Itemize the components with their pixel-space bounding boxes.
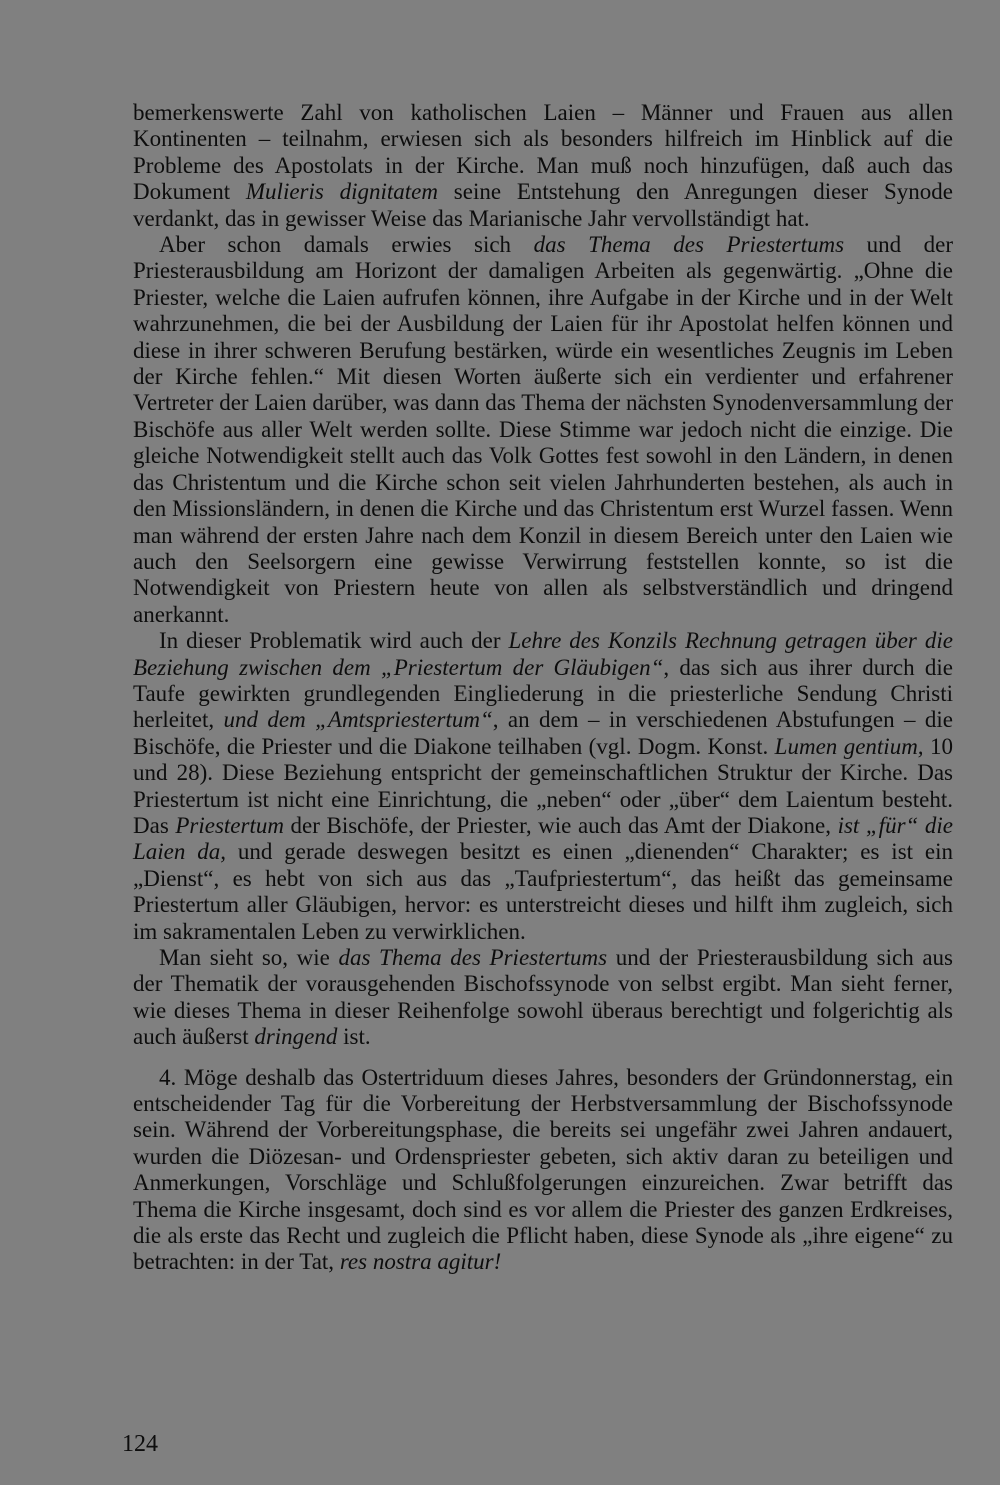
body-text-run: 10 und 28). Diese Beziehung entspricht der gemeinschaftlichen Struktur der Kirche. Das Priestertum ist nicht eine Einrichtung, die „neben“ oder „über“ dem Laientum besteht. Das	[133, 733, 953, 838]
body-text-run: Aber schon damals erwies sich	[159, 232, 534, 258]
body-text-run: Man sieht so, wie	[159, 945, 339, 970]
italic-text: ist „für“ die Laien da,	[133, 812, 953, 865]
italic-text: Lumen gentium,	[774, 733, 924, 759]
body-text-run: seine Entstehung den Anregungen dieser Synode verdankt, das in gewisser Weise das Marianische Jahr vervollständigt hat.	[133, 179, 953, 231]
paragraph-3	[133, 628, 953, 945]
italic-text: Lehre des Konzils Rechnung getragen über die Beziehung zwischen dem „Priestertum der Gläubigen“	[133, 628, 953, 680]
italic-text: dringend	[254, 1024, 338, 1050]
body-text-run: , das sich aus ihrer durch die Taufe gewirkten grundlegenden Eingliederung in die priesterliche Sendung Christi herleitet,	[133, 654, 953, 733]
paragraph-1	[133, 100, 953, 232]
body-text-run: 4. Möge deshalb das Ostertriduum dieses Jahres, besonders der Gründonnerstag, ein entscheidender Tag für die Vorbereitung der Herbstversammlung der Bischofssynode sein. Während der Vorbereitungsphase, die bereits sei ungefähr zwei Jahren andauert, wurden die Diözesan- und Ordenspriester gebeten, sich aktiv daran zu beteiligen und Anmerkungen, Vorschläge und Schlußfolgerungen einzureichen. Zwar betrifft das Thema die Kirche insgesamt, doch sind es vor allem die Priester des ganzen Erdkreises, die als erste das Recht und zugleich die Pflicht haben, diese Synode als „ihre eigene“ zu betrachten: in der Tat,	[133, 1064, 953, 1275]
paragraph-2	[133, 232, 953, 628]
body-text-run: und der Priesterausbildung am Horizont der damaligen Arbeiten als gegenwärtig. „Ohne die Priester, welche die Laien aufrufen können, ihre Aufgabe in der Kirche und in der Welt wahrzunehmen, die bei der Ausbildung der Laien für ihr Apostolat helfen können und diese in ihrer schweren Berufung bestärken, würde ein wesentliches Zeugnis im Leben der Kirche fehlen.“ Mit diesen Worten äußerte sich ein verdienter und erfahrener Vertreter der Laien darüber, was dann das Thema der nächsten Synodenversammlung der Bischöfe aus aller Welt werden sollte. Diese Stimme war jedoch nicht die einzige. Die gleiche Notwendigkeit stellt auch das Volk Gottes fest sowohl in den Ländern, in denen das Christentum und die Kirche schon seit vielen Jahrhunderten bestehen, als auch in den Missionsländern, in denen die Kirche und das Christentum erst Wurzel fassen. Wenn man während der ersten Jahre nach dem Konzil in diesem Bereich unter den Laien wie auch den Seelsorgern eine gewisse Verwirrung feststellen konnte, so ist die Notwendigkeit von Priestern heute von allen als selbstverständlich und dringend anerkannt.	[133, 232, 953, 627]
page-number: 124	[122, 1431, 158, 1457]
body-text-run: , an dem – in verschiedenen Abstufungen – die Bischöfe, die Priester und die Diakone teilhaben (vgl. Dogm. Konst.	[133, 707, 953, 759]
body-text-run: bemerkenswerte Zahl von katholischen Laien – Männer und Frauen aus allen Kontinenten – teilnahm, erwiesen sich als besonders hilfreich im Hinblick auf die Probleme des Apostolats in der Kirche. Man muß noch hinzufügen, daß auch das Dokument	[133, 100, 953, 205]
body-text-run: und gerade deswegen besitzt es einen „dienenden“ Charakter; es ist ein „Dienst“, es hebt von sich aus das „Taufpriestertum“, das heißt das gemeinsame Priestertum aller Gläubigen, hervor: es unterstreicht dieses und hilft ihm zugleich, sich im sakramentalen Leben zu verwirklichen.	[133, 839, 954, 944]
body-text	[133, 100, 953, 1276]
italic-text: Priestertum	[175, 812, 284, 838]
italic-text: das Thema des Priestertums	[338, 945, 608, 970]
body-text-run: der Bischöfe, der Priester, wie auch das Amt der Diakone,	[283, 812, 838, 838]
body-text-run: In dieser Problematik wird auch der	[159, 628, 509, 654]
body-text-run: und der Priesterausbildung sich aus der Thematik der vorausgehenden Bischofssynode von selbst ergibt. Man sieht ferner, wie dieses Thema in dieser Reihenfolge sowohl überaus berechtigt und folgerichtig als auch äußerst	[133, 945, 953, 1050]
body-text-run: ist.	[337, 1024, 371, 1050]
italic-text: das Thema des Priestertums	[533, 232, 845, 258]
italic-text: res nostra agitur!	[339, 1249, 502, 1275]
italic-text: und dem „Amtspriestertum“	[223, 707, 493, 733]
paragraph-4	[133, 945, 953, 1051]
italic-text: Mulieris dignitatem	[245, 179, 438, 205]
paragraph-5	[133, 1065, 953, 1276]
